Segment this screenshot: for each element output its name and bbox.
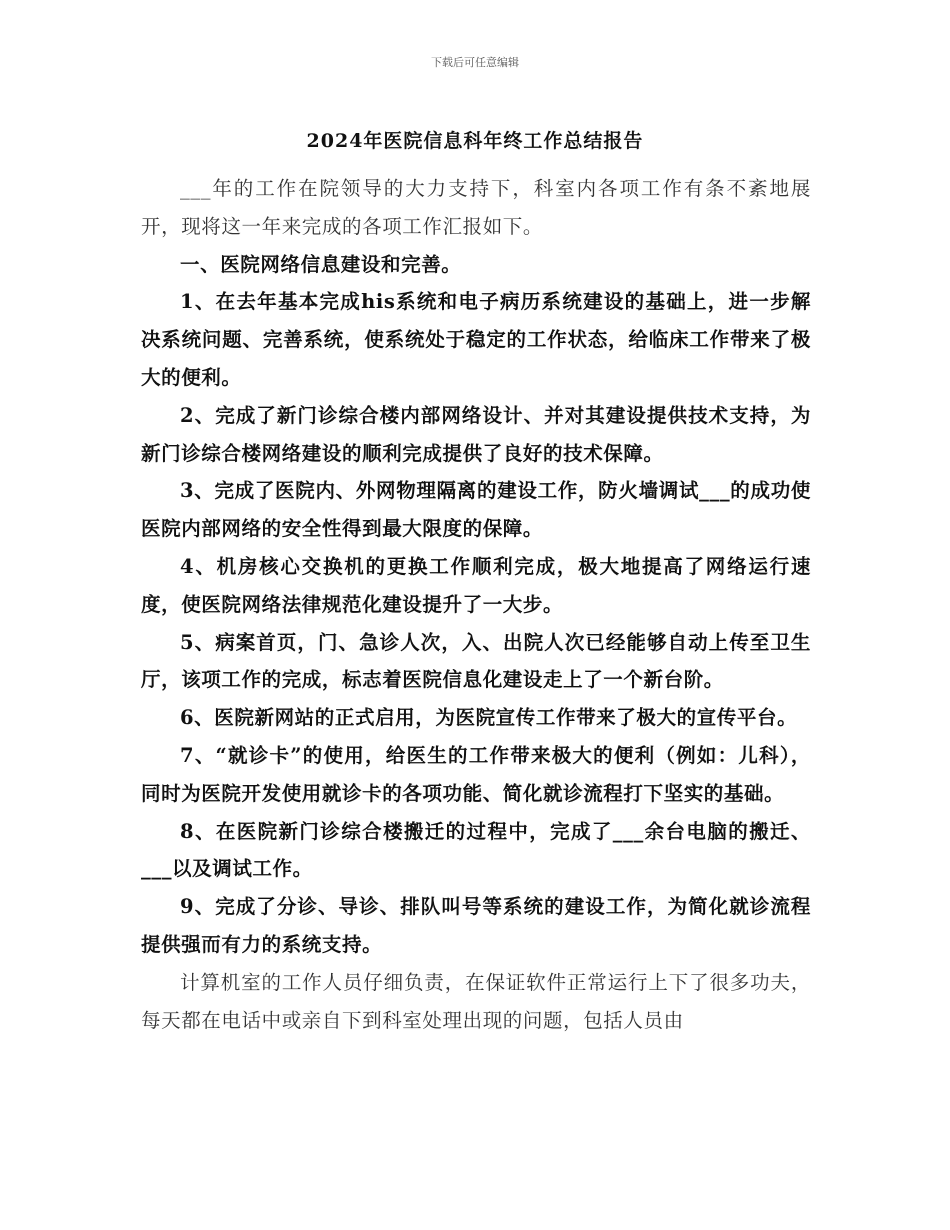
list-item-5: 5、病案首页，门、急诊人次，入、出院人次已经能够自动上传至卫生厅，该项工作的完成，标志着医院信息化建设走上了一个新台阶。 bbox=[141, 630, 811, 692]
list-item-7: 7、“就诊卡”的使用，给医生的工作带来极大的便利（例如：儿科），同时为医院开发使用就诊卡的各项功能、简化就诊流程打下坚实的基础。 bbox=[141, 743, 811, 805]
document-title: 2024年医院信息科年终工作总结报告 bbox=[306, 130, 644, 152]
list-item-2: 2、完成了新门诊综合楼内部网络设计、并对其建设提供技术支持，为新门诊综合楼网络建设的顺利完成提供了良好的技术保障。 bbox=[141, 403, 811, 465]
list-item-8: 8、在医院新门诊综合楼搬迁的过程中，完成了___余台电脑的搬迁、___以及调试工作。 bbox=[141, 819, 811, 881]
section-heading-1: 一、医院网络信息建设和完善。 bbox=[180, 252, 462, 276]
list-item-3: 3、完成了医院内、外网物理隔离的建设工作，防火墙调试___的成功使医院内部网络的安全性得到最大限度的保障。 bbox=[141, 479, 811, 541]
closing-paragraph: 计算机室的工作人员仔细负责，在保证软件正常运行上下了很多功夫，每天都在电话中或亲自下到科室处理出现的问题，包括人员由 bbox=[141, 970, 811, 1032]
list-item-4: 4、机房核心交换机的更换工作顺利完成，极大地提高了网络运行速度，使医院网络法律规范化建设提升了一大步。 bbox=[141, 554, 811, 616]
list-item-6: 6、医院新网站的正式启用，为医院宣传工作带来了极大的宣传平台。 bbox=[180, 706, 798, 730]
intro-paragraph: ___年的工作在院领导的大力支持下，科室内各项工作有条不紊地展开，现将这一年来完成的各项工作汇报如下。 bbox=[141, 177, 811, 238]
document-body bbox=[141, 170, 811, 1039]
header-note: 下载后可任意编辑 bbox=[431, 56, 519, 69]
list-item-1: 1、在去年基本完成his系统和电子病历系统建设的基础上，进一步解决系统问题、完善系统，使系统处于稳定的工作状态，给临床工作带来了极大的便利。 bbox=[141, 290, 811, 389]
list-item-9: 9、完成了分诊、导诊、排队叫号等系统的建设工作，为简化就诊流程提供强而有力的系统支持。 bbox=[141, 895, 811, 956]
